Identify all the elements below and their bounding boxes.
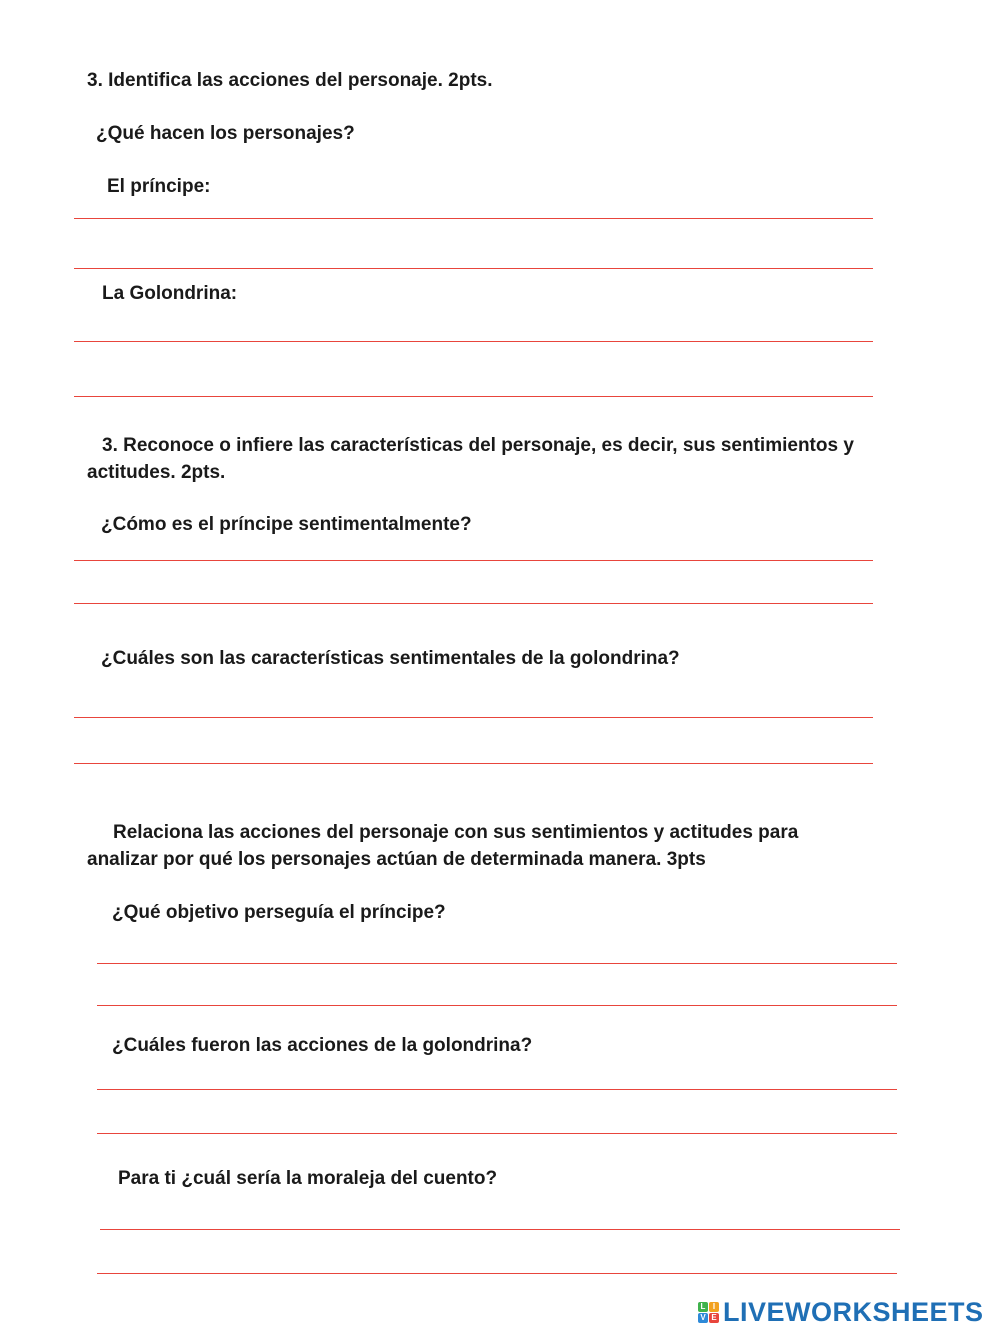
question-moraleja: Para ti ¿cuál sería la moraleja del cuento? — [118, 1168, 498, 1189]
answer-line-q3-2[interactable] — [97, 1005, 897, 1006]
liveworksheets-logo — [698, 1296, 984, 1328]
question-acciones-golondrina: ¿Cuáles fueron las acciones de la golondrina? — [112, 1035, 533, 1056]
answer-line-golondrina-2[interactable] — [74, 396, 873, 397]
section-3-heading: Relaciona las acciones del personaje con sus sentimientos y actitudes para analizar por qué los personajes actúan de determinada manera. 3pts — [87, 822, 799, 870]
answer-line-q2-1[interactable] — [74, 717, 873, 718]
section-1-question: ¿Qué hacen los personajes? — [96, 123, 355, 144]
answer-line-q1-2[interactable] — [74, 603, 873, 604]
answer-line-q4-1[interactable] — [97, 1089, 897, 1090]
answer-line-q5-1[interactable] — [100, 1229, 900, 1230]
label-golondrina: La Golondrina: — [102, 283, 238, 304]
section-1-heading: 3. Identifica las acciones del personaje. 2pts. — [87, 70, 493, 91]
logo-letter-e: E — [709, 1313, 719, 1323]
answer-line-golondrina-1[interactable] — [74, 341, 873, 342]
question-golondrina-sentimental: ¿Cuáles son las características sentimentales de la golondrina? — [101, 648, 680, 669]
liveworksheets-icon — [698, 1302, 719, 1323]
answer-line-principe-2[interactable] — [74, 268, 873, 269]
answer-line-principe-1[interactable] — [74, 218, 873, 219]
question-objetivo-principe: ¿Qué objetivo perseguía el príncipe? — [112, 902, 446, 923]
answer-line-q4-2[interactable] — [97, 1133, 897, 1134]
logo-letter-i: I — [709, 1302, 719, 1312]
label-principe: El príncipe: — [107, 176, 211, 197]
answer-line-q3-1[interactable] — [97, 963, 897, 964]
section-2-heading: 3. Reconoce o infiere las características del personaje, es decir, sus sentimientos y actitudes. 2pts. — [87, 435, 854, 483]
liveworksheets-wordmark: LIVEWORKSHEETS — [723, 1296, 984, 1327]
answer-line-q5-2[interactable] — [97, 1273, 897, 1274]
answer-line-q1-1[interactable] — [74, 560, 873, 561]
answer-line-q2-2[interactable] — [74, 763, 873, 764]
question-principe-sentimental: ¿Cómo es el príncipe sentimentalmente? — [101, 514, 472, 535]
logo-letter-l: L — [698, 1302, 708, 1312]
logo-letter-v: V — [698, 1313, 708, 1323]
